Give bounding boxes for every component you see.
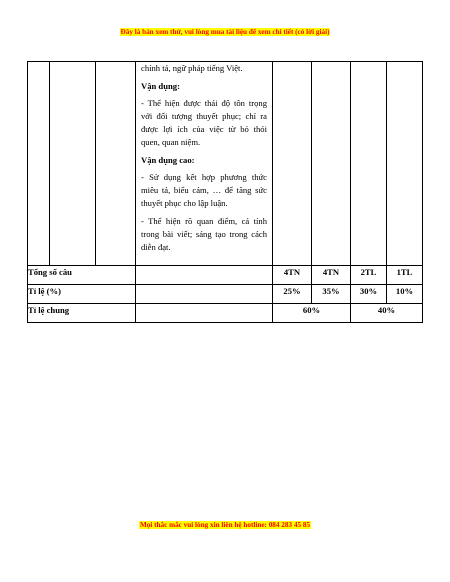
van-dung-cao-heading: Vận dụng cao: bbox=[141, 155, 195, 165]
empty-cell bbox=[387, 62, 423, 266]
total-questions-value: 2TL bbox=[351, 266, 387, 285]
van-dung-item: - Thể hiện được thái độ tôn trọng với đối tượng thuyết phục; chỉ ra được lợi ích của việc từ bỏ thói quen, quan niệm. bbox=[141, 98, 267, 147]
intro-text: chính tả, ngữ pháp tiếng Việt. bbox=[141, 63, 243, 73]
total-questions-value: 4TN bbox=[273, 266, 312, 285]
ratio-value: 35% bbox=[312, 285, 351, 304]
preview-notice-banner bbox=[0, 28, 450, 36]
empty-cell bbox=[351, 62, 387, 266]
ratio-label: Tỉ lệ (%) bbox=[28, 285, 136, 304]
van-dung-cao-item: - Thể hiện rõ quan điểm, cá tính trong bài viết; sáng tạo trong cách diễn đạt. bbox=[141, 216, 267, 252]
empty-cell bbox=[273, 62, 312, 266]
hotline-notice-text: Mọi thắc mắc vui lòng xin liên hệ hotline: 084 283 45 85 bbox=[139, 521, 311, 529]
empty-cell bbox=[136, 266, 273, 285]
hotline-notice-banner bbox=[0, 521, 450, 529]
competency-description-cell bbox=[136, 62, 273, 266]
ratio-row bbox=[28, 285, 423, 304]
empty-cell bbox=[50, 62, 96, 266]
empty-cell bbox=[312, 62, 351, 266]
overall-ratio-label: Tỉ lệ chung bbox=[28, 304, 136, 323]
overall-ratio-value: 60% bbox=[273, 304, 351, 323]
overall-ratio-row bbox=[28, 304, 423, 323]
empty-cell bbox=[136, 285, 273, 304]
total-questions-row bbox=[28, 266, 423, 285]
preview-notice-text: Đây là bản xem thử, vui lòng mua tài liệu để xem chi tiết (có lời giải) bbox=[120, 28, 330, 36]
total-questions-value: 4TN bbox=[312, 266, 351, 285]
van-dung-cao-item: - Sử dụng kết hợp phương thức miêu tả, biểu cảm, … để tăng sức thuyết phục cho lập luận. bbox=[141, 172, 267, 208]
ratio-value: 25% bbox=[273, 285, 312, 304]
total-questions-value: 1TL bbox=[387, 266, 423, 285]
van-dung-heading: Vận dụng: bbox=[141, 81, 180, 91]
empty-cell bbox=[136, 304, 273, 323]
empty-cell bbox=[96, 62, 136, 266]
ratio-value: 30% bbox=[351, 285, 387, 304]
assessment-matrix-table bbox=[27, 61, 423, 323]
empty-cell bbox=[28, 62, 50, 266]
overall-ratio-value: 40% bbox=[351, 304, 423, 323]
total-questions-label: Tổng số câu bbox=[28, 266, 136, 285]
content-row bbox=[28, 62, 423, 266]
ratio-value: 10% bbox=[387, 285, 423, 304]
